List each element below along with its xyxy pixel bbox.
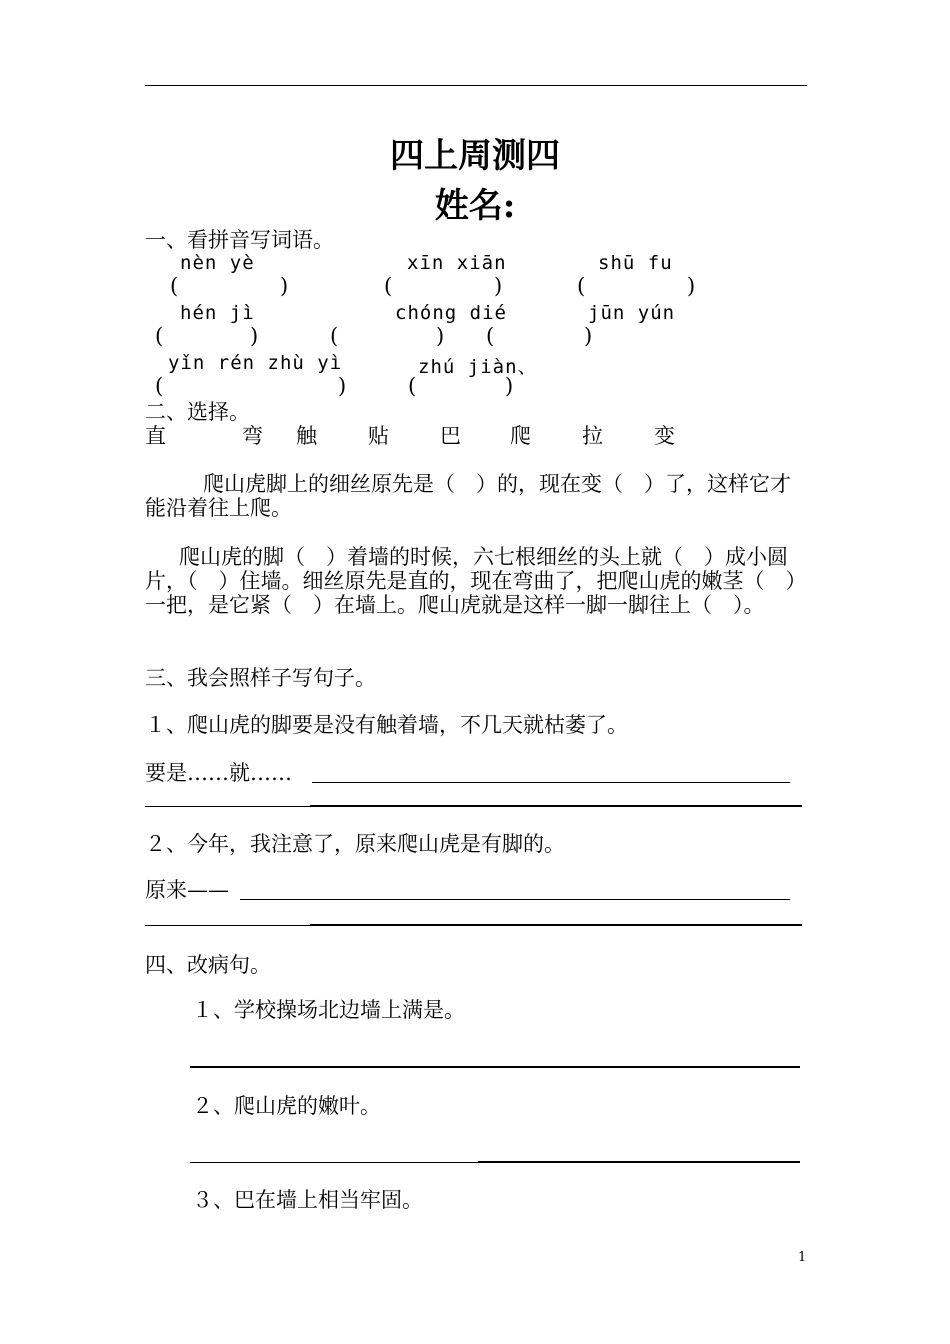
section2-heading: 二、选择。 — [145, 400, 250, 424]
page-number: 1 — [798, 1250, 807, 1265]
word-choice: 弯 — [242, 424, 263, 448]
word-choice: 爬 — [510, 424, 531, 448]
answer-paren-close: ) — [250, 324, 259, 348]
section3-question-2: ２、今年，我注意了，原来爬山虎是有脚的。 — [145, 832, 565, 856]
answer-paren-open: ( — [155, 374, 164, 398]
answer-paren-close: ) — [494, 274, 503, 298]
word-choice: 直 — [145, 424, 166, 448]
section4-question-3: ３、巴在墙上相当牢固。 — [192, 1188, 423, 1212]
section3-prompt-1: 要是……就…… — [145, 761, 292, 785]
page-title: 四上周测四 — [390, 136, 560, 176]
fill-paragraph-1: 爬山虎脚上的细丝原先是（ ）的，现在变（ ）了，这样它才能沿着往上爬。 — [145, 472, 791, 520]
section3-heading: 三、我会照样子写句子。 — [145, 666, 376, 690]
section4-question-2: ２、爬山虎的嫩叶。 — [192, 1094, 381, 1118]
name-label: 姓名: — [434, 186, 516, 226]
answer-paren-open: ( — [408, 374, 417, 398]
answer-paren-open: ( — [155, 324, 164, 348]
section1-heading: 一、看拼音写词语。 — [145, 228, 334, 252]
answer-paren-close: ) — [687, 274, 696, 298]
answer-line[interactable] — [240, 899, 790, 900]
answer-paren-open: ( — [486, 324, 495, 348]
pinyin-chong-die: chóng dié — [395, 302, 507, 324]
pinyin-xin-xian: xīn xiān — [407, 252, 507, 274]
pinyin-yin-ren-zhu-yi: yǐn rén zhù yì — [168, 352, 343, 374]
answer-line[interactable] — [310, 805, 802, 807]
answer-paren-close: ) — [280, 274, 289, 298]
word-choice: 触 — [296, 424, 317, 448]
answer-line[interactable] — [145, 925, 310, 926]
word-choice: 贴 — [368, 424, 389, 448]
section3-prompt-2: 原来—— — [145, 878, 229, 902]
answer-line[interactable] — [312, 782, 790, 783]
answer-line[interactable] — [310, 924, 802, 926]
answer-paren-close: ) — [338, 374, 347, 398]
section3-question-1: １、爬山虎的脚要是没有触着墙，不几天就枯萎了。 — [145, 713, 628, 737]
answer-paren-open: ( — [330, 324, 339, 348]
answer-paren-open: ( — [384, 274, 393, 298]
word-choice: 巴 — [440, 424, 461, 448]
section4-heading: 四、改病句。 — [145, 953, 271, 977]
pinyin-jun-yun: jūn yún — [588, 302, 676, 324]
pinyin-hen-ji: hén jì — [180, 302, 255, 324]
word-choice: 变 — [654, 424, 675, 448]
answer-paren-close: ) — [584, 324, 593, 348]
answer-line[interactable] — [190, 1066, 800, 1068]
section4-question-1: １、学校操场北边墙上满是。 — [192, 998, 465, 1022]
header-rule — [145, 85, 807, 86]
pinyin-shu-fu: shū fu — [598, 252, 673, 274]
answer-line[interactable] — [145, 806, 310, 807]
answer-paren-open: ( — [170, 274, 179, 298]
answer-paren-open: ( — [577, 274, 586, 298]
pinyin-zhu-jian: zhú jiàn、 — [418, 356, 538, 378]
pinyin-nen-ye: nèn yè — [180, 252, 255, 274]
answer-line[interactable] — [190, 1162, 480, 1163]
word-choice: 拉 — [582, 424, 603, 448]
answer-paren-close: ) — [505, 374, 514, 398]
fill-paragraph-2: 爬山虎的脚（ ）着墙的时候，六七根细丝的头上就（ ）成小圆片，（ ）住墙。细丝原先是直的，现在弯曲了，把爬山虎的嫩茎（ ）一把，是它紧（ ）在墙上。爬山虎就是这样一脚一脚往上（ ）。 — [145, 545, 807, 617]
answer-paren-close: ) — [436, 324, 445, 348]
answer-line[interactable] — [478, 1161, 800, 1163]
